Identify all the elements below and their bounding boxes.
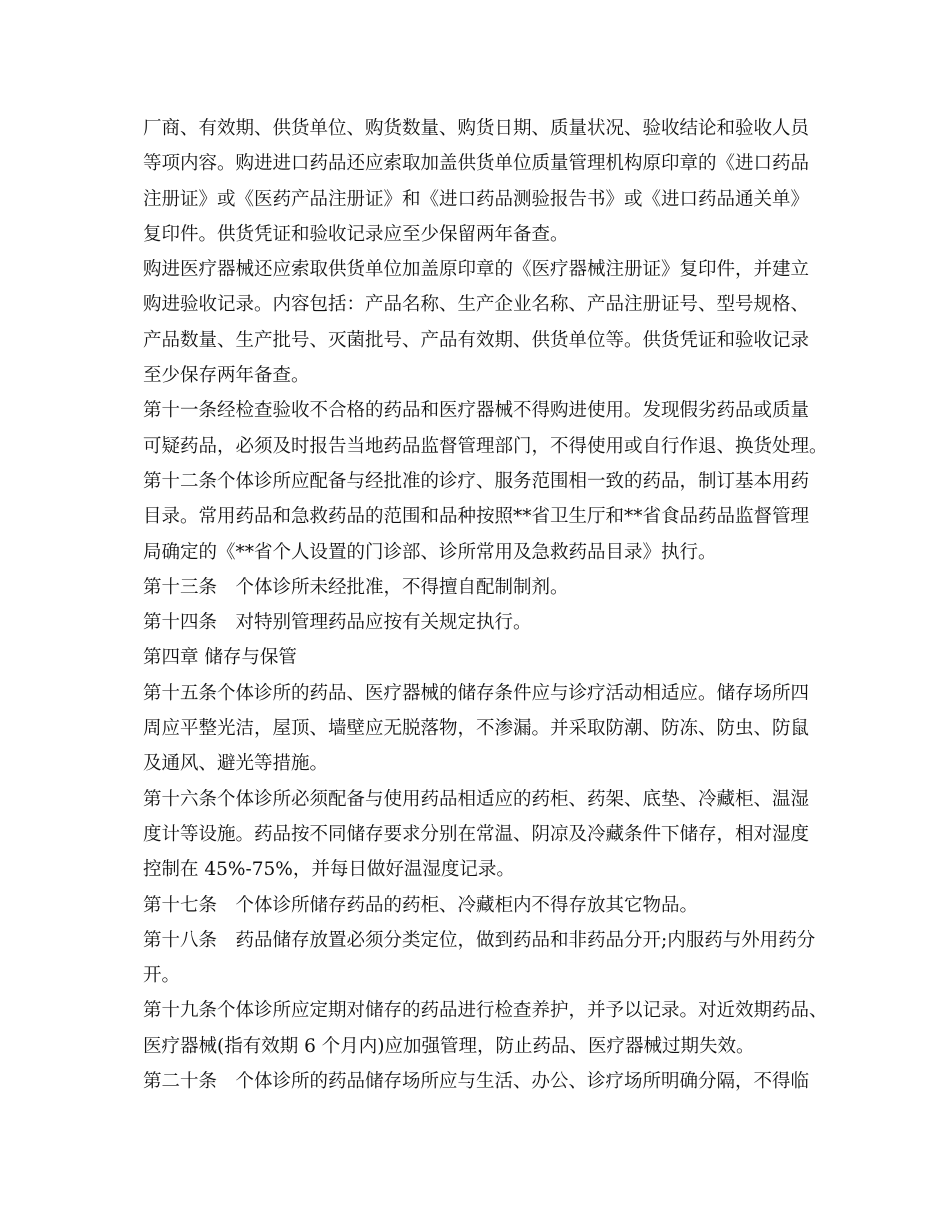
text-line: 开。 <box>143 965 181 987</box>
article-20-line: 第二十条 个体诊所的药品储存场所应与生活、办公、诊疗场所明确分隔，不得临 <box>143 1071 810 1093</box>
text-line: 可疑药品，必须及时报告当地药品监督管理部门，不得使用或自行作退、换货处理。 <box>143 435 828 457</box>
text-line: 等项内容。购进进口药品还应索取加盖供货单位质量管理机构原印章的《进口药品 <box>143 153 810 175</box>
article-12-line: 第十二条个体诊所应配备与经批准的诊疗、服务范围相一致的药品，制订基本用药 <box>143 470 810 492</box>
article-13-line: 第十三条 个体诊所未经批准，不得擅自配制制剂。 <box>143 576 569 598</box>
text-line: 至少保存两年备查。 <box>143 365 310 387</box>
text-line: 度计等设施。药品按不同储存要求分别在常温、阴凉及冷藏条件下储存，相对湿度 <box>143 823 810 845</box>
text-line: 产品数量、生产批号、灭菌批号、产品有效期、供货单位等。供货凭证和验收记录 <box>143 329 810 351</box>
text-line: 控制在 45%-75%，并每日做好温湿度记录。 <box>143 859 515 881</box>
chapter-heading: 第四章 储存与保管 <box>143 647 297 669</box>
article-19-line: 第十九条个体诊所应定期对储存的药品进行检查养护，并予以记录。对近效期药品、 <box>143 1000 828 1022</box>
article-17-line: 第十七条 个体诊所储存药品的药柜、冷藏柜内不得存放其它物品。 <box>143 894 699 916</box>
article-16-line: 第十六条个体诊所必须配备与使用药品相适应的药柜、药架、底垫、冷藏柜、温湿 <box>143 788 810 810</box>
text-line: 购进验收记录。内容包括：产品名称、生产企业名称、产品注册证号、型号规格、 <box>143 294 810 316</box>
text-line: 购进医疗器械还应索取供货单位加盖原印章的《医疗器械注册证》复印件，并建立 <box>143 259 810 281</box>
article-11-line: 第十一条经检查验收不合格的药品和医疗器械不得购进使用。发现假劣药品或质量 <box>143 400 810 422</box>
article-18-line: 第十八条 药品储存放置必须分类定位，做到药品和非药品分开;内服药与外用药分 <box>143 929 816 951</box>
text-line: 厂商、有效期、供货单位、购货数量、购货日期、质量状况、验收结论和验收人员 <box>143 118 810 139</box>
text-line: 注册证》或《医药产品注册证》和《进口药品测验报告书》或《进口药品通关单》 <box>143 188 810 210</box>
text-line: 局确定的《**省个人设置的门诊部、诊所常用及急救药品目录》执行。 <box>143 541 717 563</box>
text-line: 医疗器械(指有效期 6 个月内)应加强管理，防止药品、医疗器械过期失效。 <box>143 1035 755 1057</box>
text-line: 目录。常用药品和急救药品的范围和品种按照**省卫生厅和**省食品药品监督管理 <box>143 506 810 528</box>
text-line: 复印件。供货凭证和验收记录应至少保留两年备查。 <box>143 223 569 245</box>
document-body <box>143 111 828 1099</box>
article-15-line: 第十五条个体诊所的药品、医疗器械的储存条件应与诊疗活动相适应。储存场所四 <box>143 682 810 704</box>
text-line: 周应平整光洁，屋顶、墙壁应无脱落物，不渗漏。并采取防潮、防冻、防虫、防鼠 <box>143 718 810 740</box>
text-line: 及通风、避光等措施。 <box>143 753 329 775</box>
article-14-line: 第十四条 对特别管理药品应按有关规定执行。 <box>143 612 532 634</box>
